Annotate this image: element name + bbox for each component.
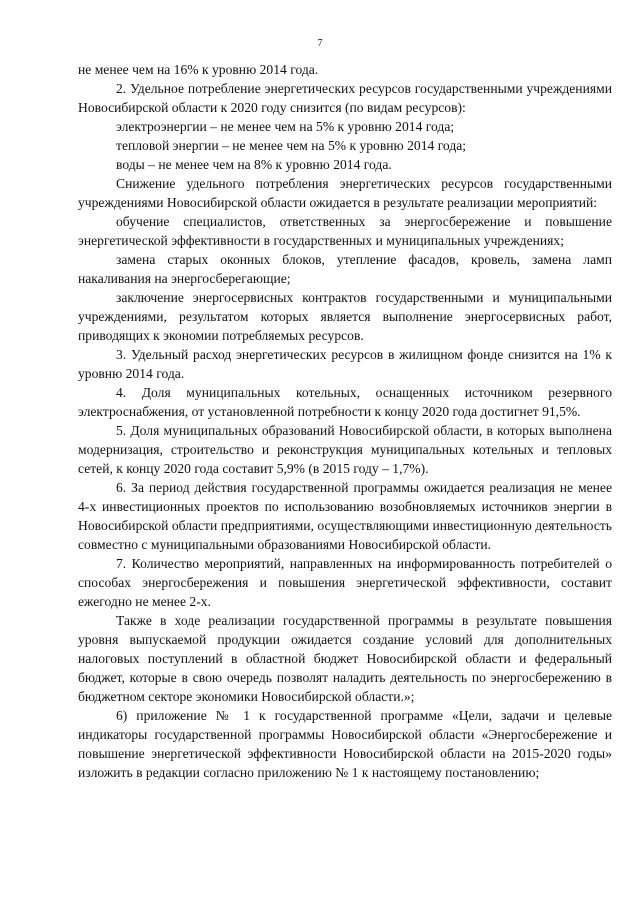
paragraph: Также в ходе реализации государственной программы в результате повышения уровня выпускаемой продукции ожидается создание условий для дополнительных налоговых поступлений в областной бюджет Новосибирской области и федеральный бюджет, которые в свою очередь позволят наладить деятельность по энергосбережению в бюджетном секторе экономики Новосибирской области.»;	[78, 613, 612, 704]
paragraph: 5. Доля муниципальных образований Новосибирской области, в которых выполнена модернизация, строительство и реконструкция муниципальных котельных и тепловых сетей, к концу 2020 года составит 5,9% (в 2015 году – 1,7%).	[78, 423, 612, 476]
paragraph: 6. За период действия государственной программы ожидается реализация не менее 4-х инвестиционных проектов по использованию возобновляемых источников энергии в Новосибирской области предприятиями, осуществляющими инвестиционную деятельность совместно с муниципальными образованиями Новосибирской области.	[78, 480, 612, 552]
page-number: 7	[317, 38, 323, 49]
list-item: тепловой энергии – не менее чем на 5% к уровню 2014 года;	[116, 138, 467, 153]
paragraph: 6) приложение № 1 к государственной программе «Цели, задачи и целевые индикаторы государственной программы Новосибирской области «Энергосбережение и повышение энергетической эффективности Новосибирской области на 2015-2020 годы» изложить в редакции согласно приложению № 1 к настоящему постановлению;	[78, 708, 612, 780]
paragraph: не менее чем на 16% к уровню 2014 года.	[78, 62, 319, 77]
paragraph: 7. Количество мероприятий, направленных на информированность потребителей о способах энергосбережения и повышения энергетической эффективности, составит ежегодно не менее 2-х.	[78, 556, 612, 609]
list-item: электроэнергии – не менее чем на 5% к уровню 2014 года;	[116, 119, 455, 134]
list-item: воды – не менее чем на 8% к уровню 2014 года.	[116, 157, 392, 172]
list-item: обучение специалистов, ответственных за энергосбережение и повышение энергетической эффективности в государственных и муниципальных учреждениях;	[78, 214, 612, 248]
paragraph: Снижение удельного потребления энергетических ресурсов государственными учреждениями Новосибирской области ожидается в результате реализации мероприятий:	[78, 176, 612, 210]
paragraph: 3. Удельный расход энергетических ресурсов в жилищном фонде снизится на 1% к уровню 2014 года.	[78, 347, 612, 381]
paragraph: 2. Удельное потребление энергетических ресурсов государственными учреждениями Новосибирской области к 2020 году снизится (по видам ресурсов):	[78, 81, 612, 115]
document-body	[78, 60, 612, 782]
paragraph: 4. Доля муниципальных котельных, оснащенных источником резервного электроснабжения, от установленной потребности к концу 2020 года достигнет 91,5%.	[78, 385, 612, 419]
list-item: заключение энергосервисных контрактов государственными и муниципальными учреждениями, результатом которых является выполнение энергосервисных работ, приводящих к экономии потребляемых ресурсов.	[78, 290, 612, 343]
list-item: замена старых оконных блоков, утепление фасадов, кровель, замена ламп накаливания на энергосберегающие;	[78, 252, 612, 286]
